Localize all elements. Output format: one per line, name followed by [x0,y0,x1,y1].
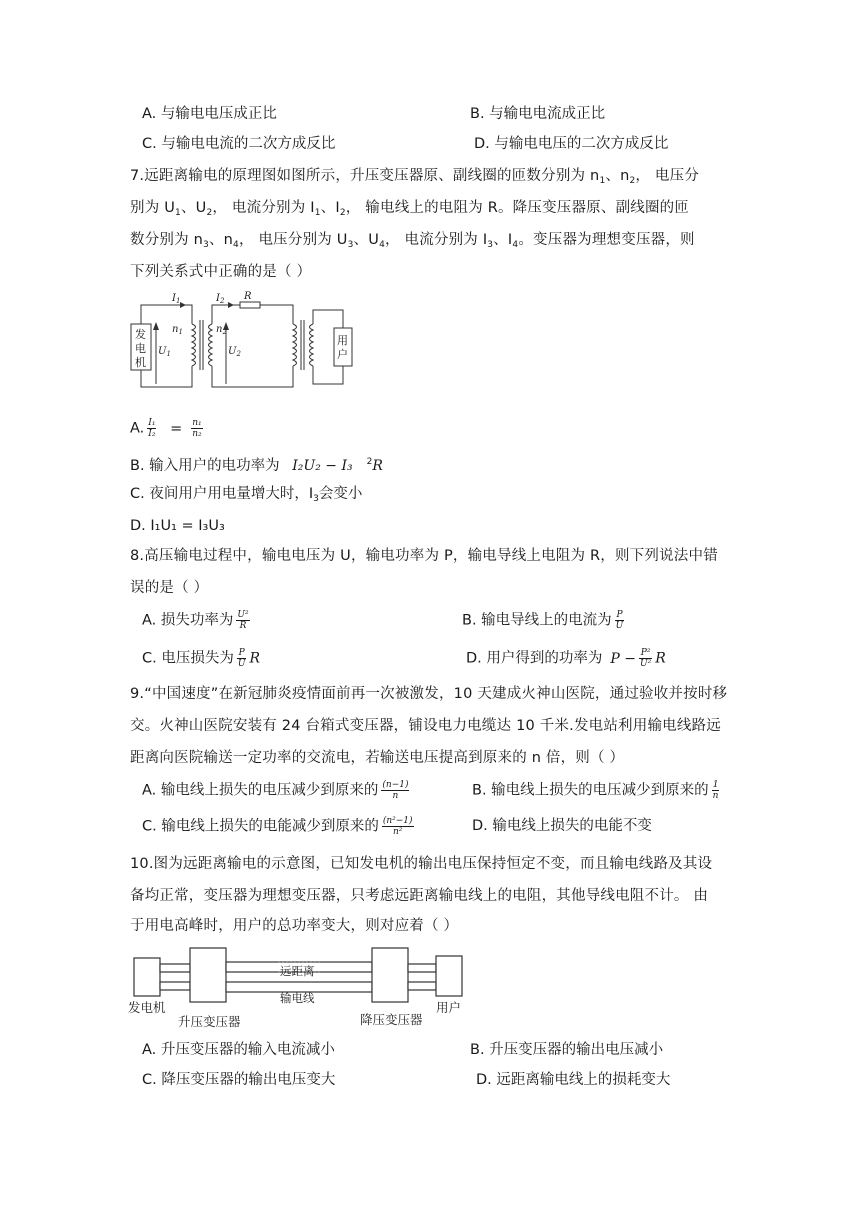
q10-stem-line-2: 备均正常，变压器为理想变压器，只考虑远距离输电线上的电阻，其他导线电阻不计。 由 [130,888,709,904]
q7-text: ， 电压分 [635,168,700,184]
user-char: 用 [337,334,348,347]
option-text: B. 输电导线上的电流为 [462,612,612,629]
option-label: A. [130,420,145,437]
q7-sub: 3 [347,240,354,250]
q7-text: 。变压器为理想变压器，则 [518,232,695,248]
resistance-symbol: R [372,458,383,474]
fraction: $\frac{1}{n}$ [712,780,719,801]
q9-stem-line-3: 距离向医院输送一定功率的交流电，若输送电压提高到原来的 n 倍，则（ ） [130,750,625,766]
q7-text: 别为 U [130,200,176,216]
q7-text: 、n [208,232,234,248]
fraction: $\frac{P}{U}$ [615,610,624,631]
q7-stem-line-2 [130,198,689,223]
label-I1: $I_1$ [172,293,181,305]
fraction: $\frac{\text{(n²−1)}}{\text{n²}}$ [382,816,413,837]
resistance-symbol: R [249,650,260,667]
label-U1: $U_1$ [158,346,171,358]
option-text: A. 损失功率为 [142,612,234,629]
q7-sub: 4 [512,240,519,250]
label-line-top: 远距离 [280,964,315,978]
fraction-i1-i2: $\frac{\text{I₁}}{\text{I₂}}$ [148,418,156,439]
q7-stem-line-3 [130,230,695,255]
option-text: B. 输入用户的电功率为 [130,458,280,474]
q7-text: 、n [605,168,630,184]
q7-text: ， 电流分别为 I [212,200,315,216]
q7-text: 、I [320,200,340,216]
q7-option-a[interactable] [130,418,206,439]
step-down-block [372,948,408,1002]
power-symbol: P − [610,650,636,667]
option-text: C. 输电线上损失的电能减少到原来的 [142,818,379,835]
q7-text: 7.远距离输电的原理图如图所示，升压变压器原、副线圈的匝数分别为 n [130,168,600,184]
q9-option-b[interactable] [472,780,722,801]
q7-sub: 2 [206,208,213,218]
label-step-up: 升压变压器 [178,1014,241,1029]
power-formula: I₂U₂ − I₃ [292,458,353,474]
q7-option-d[interactable]: D. I₁U₁ = I₃U₃ [130,518,225,534]
user-block [436,956,462,996]
q7-text: 、U [180,200,207,216]
q8-option-c[interactable] [142,648,260,669]
fraction: $\frac{\text{U²}}{R}$ [237,610,249,631]
q8-option-a[interactable] [142,610,253,631]
q8-stem-line-2: 误的是（ ） [130,580,209,596]
q10-stem-line-3: 于用电高峰时，用户的总功率变大，则对应着（ ） [130,918,459,934]
fraction: $\frac{\text{P²}}{\text{U²}}$ [640,648,652,669]
label-step-down: 降压变压器 [360,1012,423,1027]
label-I2: $I_2$ [216,293,225,305]
q7-text: 、I [493,232,513,248]
subscript: 3 [313,494,319,504]
q7-stem-line-4: 下列关系式中正确的是（ ） [130,264,312,280]
label-n1: $n_1$ [172,324,183,336]
q10-option-c[interactable]: C. 降压变压器的输出电压变大 [142,1072,336,1088]
option-text: B. 输电线上损失的电压减少到原来的 [472,782,709,799]
q7-sub: 2 [339,208,346,218]
q9-option-a[interactable] [142,780,412,801]
q6-option-b[interactable]: B. 与输电电流成正比 [470,106,606,122]
exponent: 2 [366,457,373,467]
q7-text: 、U [353,232,380,248]
q10-option-d[interactable]: D. 远距离输电线上的损耗变大 [476,1072,671,1088]
label-R: R [244,291,252,302]
q9-stem-line-1: 9.“中国速度”在新冠肺炎疫情面前再一次被激发，10 天建成火神山医院，通过验收并按时移 [130,686,728,702]
q9-option-d[interactable]: D. 输电线上损失的电能不变 [472,818,652,834]
option-text: C. 夜间用户用电量增大时，I [130,486,314,502]
q7-text: ， 输电线上的电阻为 R。降压变压器原、副线圈的匝 [345,200,690,216]
q10-stem-line-1: 10.图为远距离输电的示意图，已知发电机的输出电压保持恒定不变，而且输电线路及其设 [130,856,713,872]
fraction: $\frac{P}{U}$ [237,648,246,669]
q9-option-c[interactable] [142,816,417,837]
user-char: 户 [337,348,348,361]
q7-stem-line-1 [130,166,699,191]
generator-char: 发 [135,328,146,341]
q6-option-d[interactable]: D. 与输电电压的二次方成反比 [474,136,669,152]
generator-block [134,958,160,996]
q7-sub: 3 [487,240,494,250]
option-text: 会变小 [318,486,363,502]
q8-option-b[interactable] [462,610,627,631]
q10-transmission-diagram [128,940,468,1032]
q7-sub: 1 [599,176,606,186]
q7-text: ， 电压分别为 U [238,232,348,248]
q6-option-a[interactable]: A. 与输电电压成正比 [142,106,277,122]
q8-stem-line-1: 8.高压输电过程中，输电电压为 U，输电功率为 P，输电导线上电阻为 R，则下列说法中错 [130,548,718,564]
q7-text: 数分别为 n [130,232,203,248]
q7-sub: 1 [314,208,321,218]
label-user: 用户 [436,1000,462,1015]
label-n2: $n_2$ [216,324,227,336]
option-text: C. 电压损失为 [142,650,234,667]
fraction-n1-n2: $\frac{\text{n₁}}{\text{n₂}}$ [192,418,202,439]
q7-text: ， 电流分别为 I [385,232,488,248]
label-line-bottom: 输电线 [280,991,315,1005]
q6-option-c[interactable]: C. 与输电电流的二次方成反比 [142,136,336,152]
q9-stem-line-2: 交。火神山医院安装有 24 台箱式变压器，铺设电力电缆达 10 千米.发电站利用输电线路远 [130,718,721,734]
q8-option-d[interactable] [466,648,666,669]
step-up-block [190,948,226,1002]
option-text: A. 输电线上损失的电压减少到原来的 [142,782,379,799]
q7-sub: 4 [379,240,385,250]
resistance-symbol: R [655,650,666,667]
q7-sub: 4 [233,240,239,250]
equals-sign: = [170,420,183,437]
generator-char: 电 [135,342,146,355]
q10-option-a[interactable]: A. 升压变压器的输入电流减小 [142,1042,335,1058]
label-generator: 发电机 [128,1000,166,1015]
q7-option-c[interactable] [130,484,362,509]
q7-option-b[interactable] [130,452,383,476]
generator-char: 机 [135,356,146,369]
q7-sub: 1 [175,208,181,218]
label-U2: $U_2$ [228,346,241,358]
q7-sub: 2 [629,176,636,186]
fraction: $\frac{(n-1)}{n}$ [382,780,409,801]
option-text: D. 用户得到的功率为 [466,650,603,667]
resistor [240,302,260,308]
q10-option-b[interactable]: B. 升压变压器的输出电压减小 [470,1042,664,1058]
q7-sub: 3 [203,240,209,250]
q7-circuit-diagram [128,288,358,400]
